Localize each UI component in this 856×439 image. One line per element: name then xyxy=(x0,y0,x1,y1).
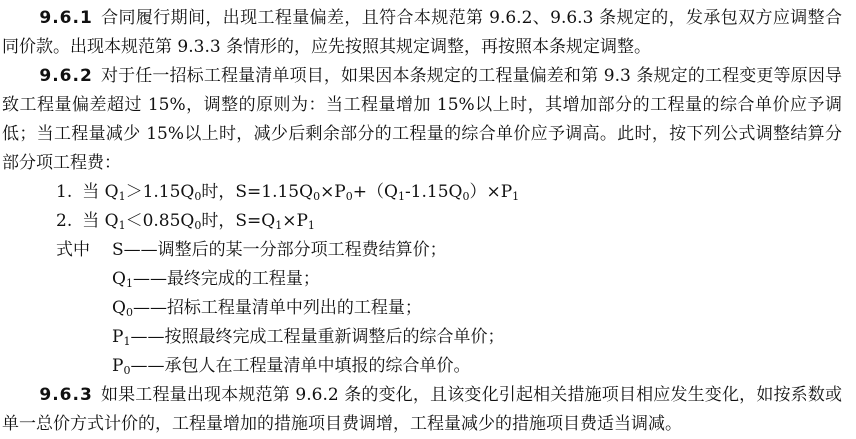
formula-text: 当 Q xyxy=(82,211,119,231)
variable-definitions xyxy=(2,236,842,381)
variable-description: ——招标工程量清单中列出的工程量； xyxy=(132,298,422,318)
where-row xyxy=(2,294,842,323)
formula-subscript: 0 xyxy=(345,190,353,203)
formula-1 xyxy=(2,178,842,207)
formula-index: 1. xyxy=(56,182,73,202)
formula-subscript: 0 xyxy=(313,190,321,203)
formula-text: ）×P xyxy=(469,182,513,202)
where-row xyxy=(2,265,842,294)
clause-text: 如果工程量出现本规范第 9.6.2 条的变化，且该变化引起相关措施项目相应发生变化，如按系数或单一总价方式计价的，工程量增加的措施项目费调增，工程量减少的措施项目费适当调减。 xyxy=(2,385,842,434)
formula-text: +（Q xyxy=(352,182,398,202)
formula-text: S=1.15Q xyxy=(235,182,314,202)
variable-description: ——承包人在工程量清单中填报的综合单价。 xyxy=(130,356,471,376)
variable-subscript: 0 xyxy=(123,364,131,377)
formula-subscript: 0 xyxy=(462,190,470,203)
clause-number: 9.6.3 xyxy=(39,385,93,405)
clause-9-6-3 xyxy=(2,381,842,439)
formula-2 xyxy=(2,207,842,236)
variable-description: ——最终完成的工程量； xyxy=(132,269,320,289)
variable-description: ——按照最终完成工程量重新调整后的综合单价； xyxy=(130,327,505,347)
where-row xyxy=(2,236,842,265)
variable-subscript: 1 xyxy=(123,335,131,348)
clause-number: 9.6.2 xyxy=(39,66,93,86)
where-label: 式中 xyxy=(56,240,90,260)
formula-text: S=Q xyxy=(235,211,276,231)
formula-subscript: 1 xyxy=(118,190,126,203)
clause-9-6-1 xyxy=(2,4,842,62)
formula-subscript: 1 xyxy=(397,190,405,203)
variable-symbol: Q xyxy=(112,269,126,289)
clause-text: 合同履行期间，出现工程量偏差，且符合本规范第 9.6.2、9.6.3 条规定的，发承包双方应调整合同价款。出现本规范第 9.3.3 条情形的，应先按照其规定调整，再按照本条规定调整。 xyxy=(2,8,842,57)
formula-text: ＞1.15Q xyxy=(125,182,195,202)
formula-subscript: 0 xyxy=(194,219,202,232)
formula-text: ×P xyxy=(282,211,308,231)
formula-subscript: 1 xyxy=(118,219,126,232)
where-row xyxy=(2,323,842,352)
variable-subscript: 1 xyxy=(125,277,133,290)
variable-symbol: P xyxy=(112,327,124,347)
variable-subscript: 0 xyxy=(125,306,133,319)
formula-subscript: 0 xyxy=(194,190,202,203)
variable-symbol: S xyxy=(112,240,124,260)
clause-number: 9.6.1 xyxy=(39,8,93,28)
clause-9-6-2 xyxy=(2,62,842,178)
formula-subscript: 1 xyxy=(275,219,283,232)
formula-text: ＜0.85Q xyxy=(125,211,195,231)
formula-text: ×P xyxy=(320,182,346,202)
variable-symbol: P xyxy=(112,356,124,376)
formula-text: 时， xyxy=(201,182,236,202)
variable-description: ——调整后的某一分部分项工程费结算价； xyxy=(123,240,447,260)
formula-index: 2. xyxy=(56,211,73,231)
variable-symbol: Q xyxy=(112,298,126,318)
formula-text: 当 Q xyxy=(82,182,119,202)
where-row xyxy=(2,352,842,381)
clause-text: 对于任一招标工程量清单项目，如果因本条规定的工程量偏差和第 9.3 条规定的工程变更等原因导致工程量偏差超过 15%，调整的原则为：当工程量增加 15%以上时，其增加部分的工程量的综合单价应予调低；当工程量减少 15%以上时，减少后剩余部分的工程量的综合单价应予调高。此时，按下列公式调整结算分部分项工程费： xyxy=(2,66,842,173)
formula-subscript: 1 xyxy=(307,219,315,232)
formula-text: 时， xyxy=(201,211,236,231)
formula-subscript: 1 xyxy=(512,190,520,203)
formula-text: -1.15Q xyxy=(404,182,463,202)
